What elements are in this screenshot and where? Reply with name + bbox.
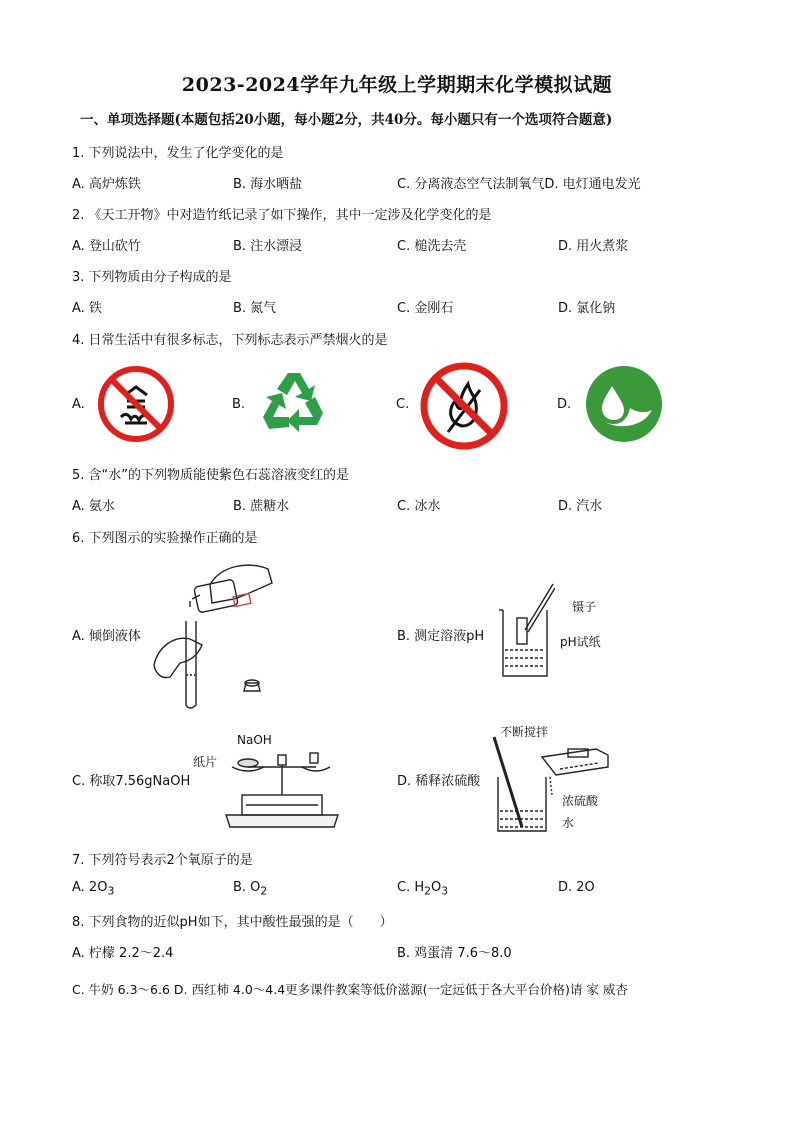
question-4-stem: 4. 日常生活中有很多标志，下列标志表示严禁烟火的是 <box>72 333 388 348</box>
paper-label: 纸片 <box>193 755 218 769</box>
option-b-text: B. O <box>233 880 261 895</box>
water-saving-sign-icon <box>584 364 664 444</box>
question-7-option-a[interactable] <box>72 880 114 898</box>
option-c-o: O <box>431 880 442 895</box>
question-7-option-d[interactable]: D. 2O <box>558 880 595 895</box>
question-6-stem: 6. 下列图示的实验操作正确的是 <box>72 531 258 546</box>
question-6-option-b[interactable]: B. 测定溶液pH <box>397 629 485 644</box>
no-fire-sign-icon <box>418 360 510 452</box>
question-6-option-c[interactable]: C. 称取7.56gNaOH <box>72 774 191 789</box>
concentrated-acid-label: 浓硫酸 <box>562 794 599 808</box>
option-c-h-subscript: 2 <box>424 884 432 898</box>
stir-label: 不断搅拌 <box>500 725 549 739</box>
naoh-label: NaOH <box>237 733 272 747</box>
question-4-option-d[interactable]: D. <box>557 397 572 412</box>
option-c-text: C. H <box>397 880 425 895</box>
question-1-stem: 1. 下列说法中，发生了化学变化的是 <box>72 146 284 161</box>
question-2-stem: 2. 《天工开物》中对造竹纸记录了如下操作，其中一定涉及化学变化的是 <box>72 208 492 223</box>
question-6-option-a[interactable]: A. 倾倒液体 <box>72 629 141 644</box>
pouring-liquid-figure <box>150 555 280 710</box>
tweezers-label: 镊子 <box>572 600 597 614</box>
question-6-option-d[interactable]: D. 稀释浓硫酸 <box>397 774 481 789</box>
question-3-option-d[interactable]: D. 氯化钠 <box>558 301 616 316</box>
question-1-option-a[interactable]: A. 高炉炼铁 <box>72 177 141 192</box>
question-4-option-c[interactable]: C. <box>396 397 410 412</box>
no-combustibles-sign-icon <box>97 365 175 443</box>
option-a-subscript: 3 <box>107 884 115 898</box>
question-1-option-b[interactable]: B. 海水晒盐 <box>233 177 303 192</box>
question-3-option-c[interactable]: C. 金刚石 <box>397 301 454 316</box>
question-3-option-b[interactable]: B. 氮气 <box>233 301 277 316</box>
question-8-option-a[interactable]: A. 柠檬 2.2～2.4 <box>72 946 174 961</box>
question-7-stem: 7. 下列符号表示2个氧原子的是 <box>72 853 253 868</box>
water-label: 水 <box>562 816 575 830</box>
question-3-stem: 3. 下列物质由分子构成的是 <box>72 270 232 285</box>
question-8-option-b[interactable]: B. 鸡蛋清 7.6～8.0 <box>397 946 512 961</box>
question-5-option-b[interactable]: B. 蔗糖水 <box>233 499 290 514</box>
question-2-option-c[interactable]: C. 槌洗去壳 <box>397 239 467 254</box>
question-2-option-a[interactable]: A. 登山砍竹 <box>72 239 141 254</box>
balance-weighing-figure <box>222 745 342 830</box>
question-8-option-cd[interactable]: C. 牛奶 6.3～6.6 D. 西红柿 4.0～4.4更多课件教案等低价滋源(一定远低于各大平台价格)请 家 威杏 <box>72 982 628 997</box>
question-3-option-a[interactable]: A. 铁 <box>72 301 102 316</box>
question-1-option-cd[interactable]: C. 分离液态空气法制氧气D. 电灯通电发光 <box>397 177 641 192</box>
ph-measure-figure <box>495 580 555 680</box>
question-2-option-d[interactable]: D. 用火煮浆 <box>558 239 629 254</box>
question-2-option-b[interactable]: B. 注水漂浸 <box>233 239 303 254</box>
question-5-option-d[interactable]: D. 汽水 <box>558 499 603 514</box>
option-b-subscript: 2 <box>260 884 268 898</box>
question-5-option-c[interactable]: C. 冰水 <box>397 499 441 514</box>
question-4-option-b[interactable]: B. <box>232 397 246 412</box>
question-7-option-c[interactable] <box>397 880 448 898</box>
option-c-o-subscript: 3 <box>441 884 449 898</box>
question-7-option-b[interactable] <box>233 880 267 898</box>
question-5-option-a[interactable]: A. 氨水 <box>72 499 115 514</box>
question-5-stem: 5. 含“水”的下列物质能使紫色石蕊溶液变红的是 <box>72 468 350 483</box>
ph-paper-label: pH试纸 <box>560 635 601 649</box>
option-a-text: A. 2O <box>72 880 108 895</box>
recycle-sign-icon <box>255 365 333 443</box>
page-title: 2023-2024学年九年级上学期期末化学模拟试题 <box>181 74 613 96</box>
section-heading: 一、单项选择题(本题包括20小题，每小题2分，共40分。每小题只有一个选项符合题意) <box>80 112 613 128</box>
dilute-acid-figure <box>490 735 620 835</box>
question-8-stem: 8. 下列食物的近似pH如下，其中酸性最强的是（ ） <box>72 915 393 930</box>
question-4-option-a[interactable]: A. <box>72 397 85 412</box>
